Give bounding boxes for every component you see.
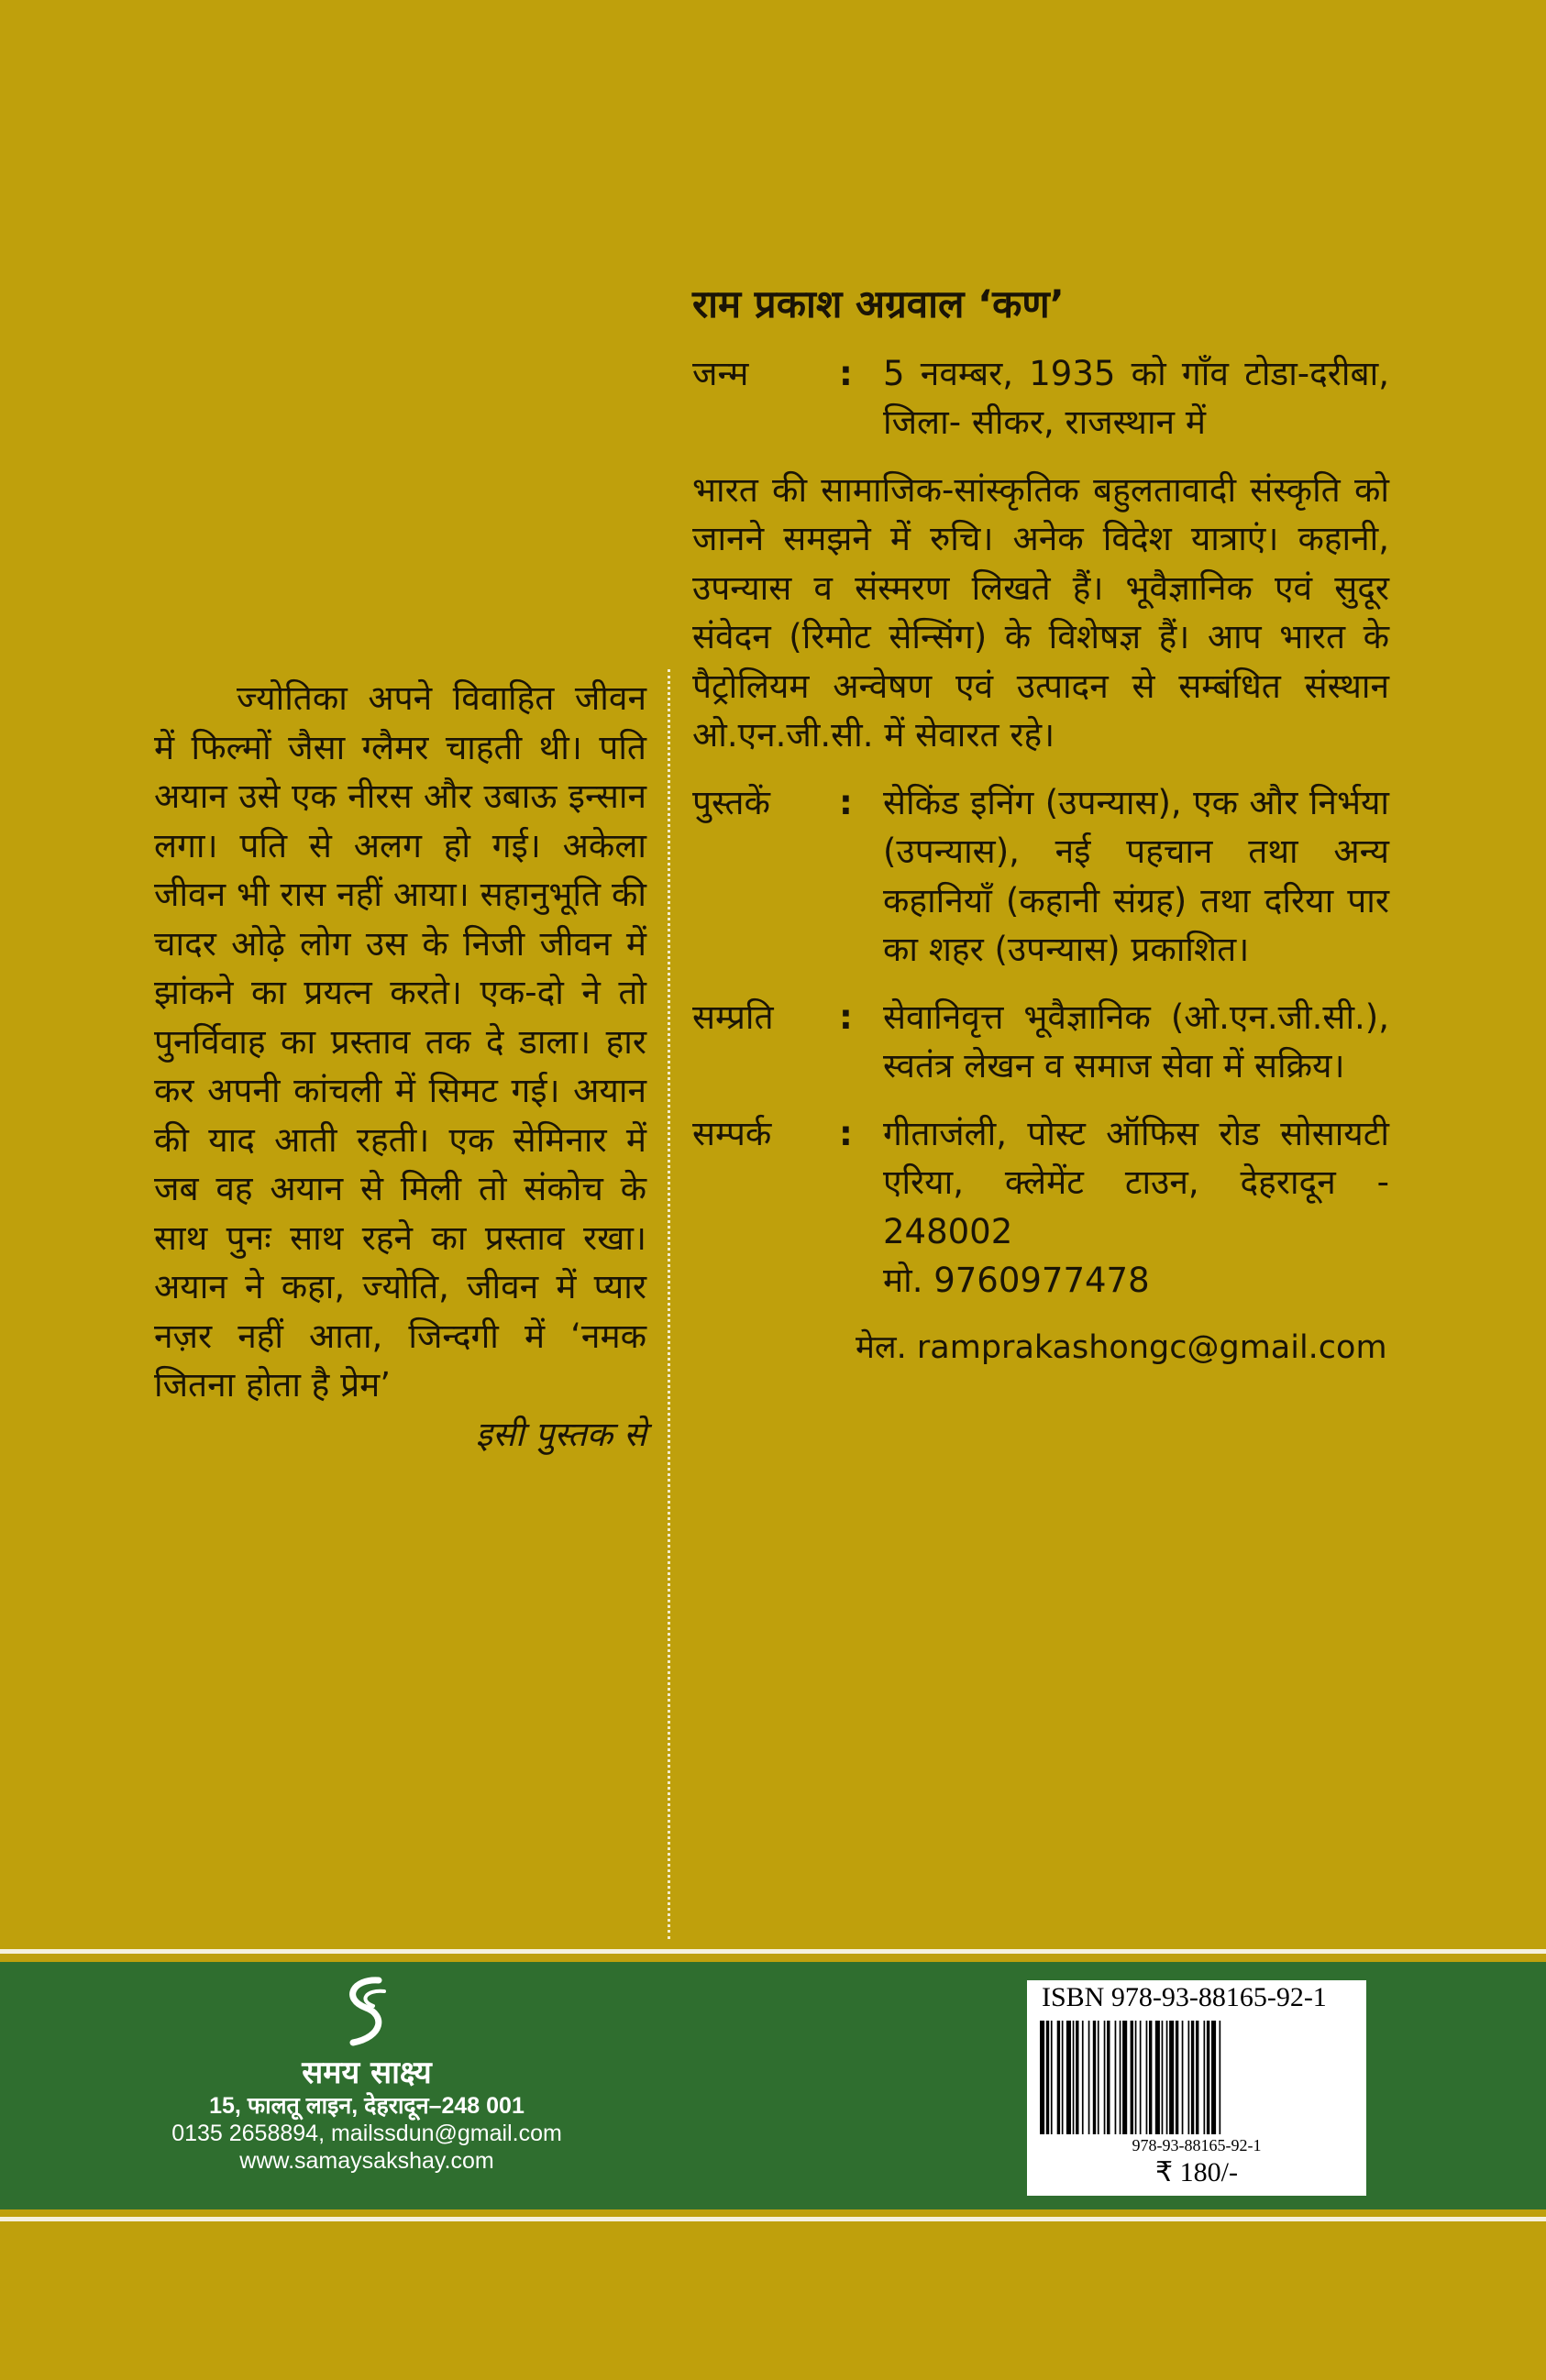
book-blurb	[154, 674, 646, 1459]
blurb-source: इसी पुस्तक से	[475, 1414, 646, 1454]
colon: :	[839, 782, 853, 822]
contact-mobile: मो. 9760977478	[883, 1261, 1150, 1300]
colon: :	[839, 1113, 853, 1153]
contact-label: सम्पर्क	[692, 1113, 772, 1153]
birth-value: 5 नवम्बर, 1935 को गाँव टोडा-दरीबा, जिला- सीकर, राजस्थान में	[883, 353, 1389, 442]
contact-row	[692, 1109, 1389, 1306]
books-value: सेकिंड इनिंग (उपन्यास), एक और निर्भया (उपन्यास), नई पहचान तथा अन्य कहानियाँ (कहानी संग्रह) तथा दरिया पार का शहर (उपन्यास) प्रकाशित।	[883, 782, 1389, 969]
current-value: सेवानिवृत्त भूवैज्ञानिक (ओ.एन.जी.सी.), स्वतंत्र लेखन व समाज सेवा में सक्रिय।	[883, 997, 1389, 1085]
contact-email: मेल. ramprakashongc@gmail.com	[856, 1328, 1387, 1366]
isbn-digits: 978-93-88165-92-1	[1132, 2136, 1262, 2154]
publisher-address: 15, फालतू लाइन, देहरादून–248 001	[209, 2093, 525, 2119]
books-label: पुस्तकें	[692, 782, 770, 822]
isbn-barcode	[1027, 1980, 1366, 2196]
author-name: राम प्रकाश अग्रवाल ‘कण’	[692, 281, 1065, 326]
contact-value	[883, 1109, 1389, 1306]
isbn-label: ISBN 978-93-88165-92-1	[1042, 1982, 1327, 2012]
top-rule	[0, 1949, 1546, 1954]
publisher-website: www.samaysakshay.com	[239, 2148, 494, 2174]
bottom-rule	[0, 2217, 1546, 2221]
author-bio-text: भारत की सामाजिक-सांस्कृतिक बहुलतावादी संस्कृति को जानने समझने में रुचि। अनेक विदेश यात्राएं। कहानी, उपन्यास व संस्मरण लिखते हैं। भूवैज्ञानिक एवं सुदूर संवेदन (रिमोट सेन्सिंग) के विशेषज्ञ हैं। आप भारत के पैट्रोलियम अन्वेषण एवं उत्पादन से सम्बंधित संस्थान ओ.एन.जी.सी. में सेवारत रहे।	[692, 469, 1389, 755]
current-row	[692, 993, 1389, 1091]
publisher-block	[128, 1971, 605, 2175]
contact-address: गीताजंली, पोस्ट ऑफिस रोड सोसायटी एरिया, क्लेमेंट टाउन, देहरादून - 248002	[883, 1113, 1389, 1251]
author-bio	[692, 280, 1389, 1372]
birth-label: जन्म	[692, 353, 749, 393]
publisher-logo-icon	[326, 1971, 408, 2054]
blurb-text: ज्योतिका अपने विवाहित जीवन में फिल्मों जैसा ग्लैमर चाहती थी। पति अयान उसे एक नीरस और उबाऊ इन्सान लगा। पति से अलग हो गई। अकेला जीवन भी रास नहीं आया। सहानुभूति की चादर ओढ़े लोग उस के निजी जीवन में झांकने का प्रयत्न करते। एक-दो ने तो पुनर्विवाह का प्रस्ताव तक दे डाला। हार कर अपनी कांचली में सिमट गई। अयान की याद आती रहती। एक सेमिनार में जब वह अयान से मिली तो संकोच के साथ पुनः साथ रहने का प्रस्ताव रखा। अयान ने कहा, ज्योति, जीवन में प्यार नज़र नहीं आता, जिन्दगी में ‘नमक जितना होता है प्रेम’	[154, 678, 646, 1405]
publisher-name: समय साक्ष्य	[302, 2055, 432, 2091]
barcode-bars-icon	[1038, 2021, 1355, 2134]
column-divider	[668, 669, 670, 1939]
colon: :	[839, 997, 853, 1037]
publisher-contact: 0135 2658894, mailssdun@gmail.com	[171, 2121, 562, 2146]
books-row	[692, 778, 1389, 975]
colon: :	[839, 353, 853, 393]
current-label: सम्प्रति	[692, 997, 774, 1037]
price: ₹ 180/-	[1155, 2157, 1238, 2187]
birth-row	[692, 349, 1389, 447]
